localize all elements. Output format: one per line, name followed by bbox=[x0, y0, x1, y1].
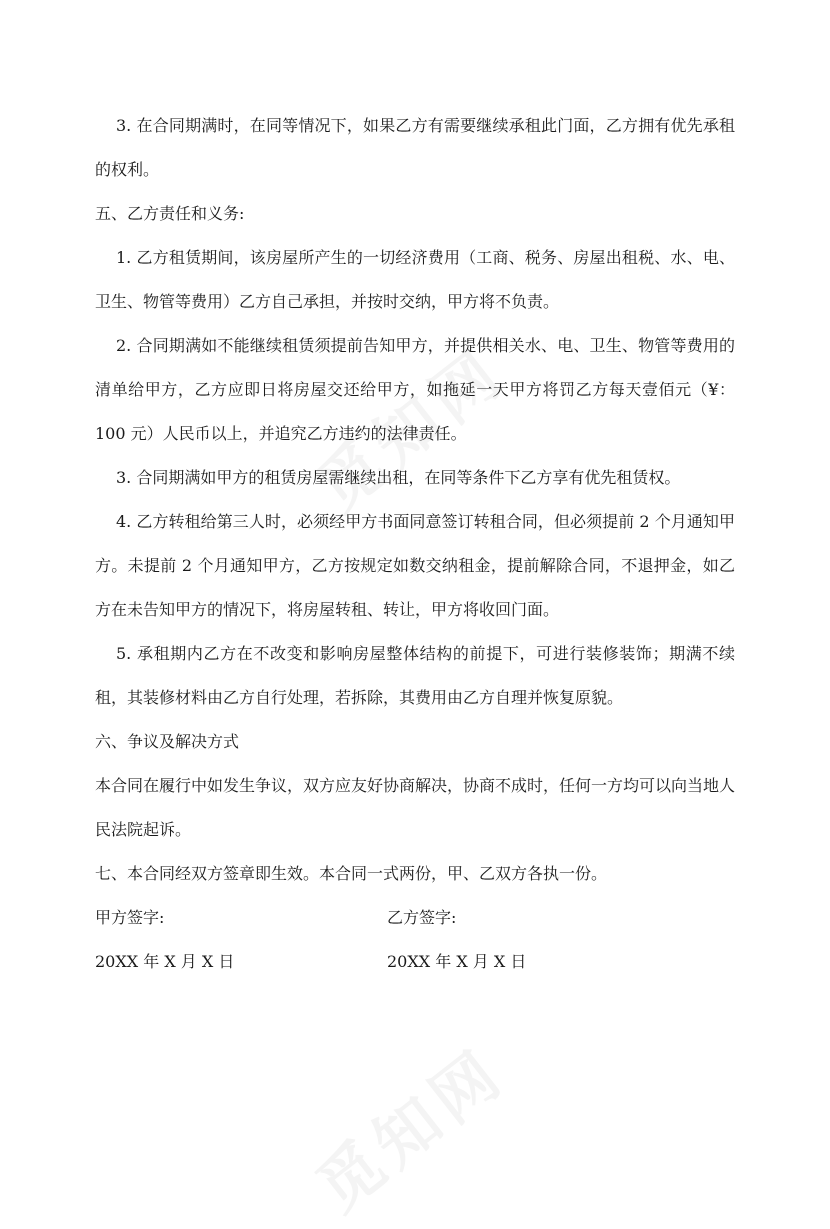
clause-5-1: 1. 乙方租赁期间，该房屋所产生的一切经济费用（工商、税务、房屋出租税、水、电、卫生、物管等费用）乙方自己承担，并按时交纳，甲方将不负责。 bbox=[95, 248, 735, 311]
clause-5-4: 4. 乙方转租给第三人时，必须经甲方书面同意签订转租合同，但必须提前 2 个月通知甲方。未提前 2 个月通知甲方，乙方按规定如数交纳租金，提前解除合同，不退押金，如乙方在未告知甲方的情况下，将房屋转租、转让，甲方将收回门面。 bbox=[95, 512, 735, 619]
party-b-date: 20XX 年 X 月 X 日 bbox=[387, 952, 527, 971]
section-6-body: 本合同在履行中如发生争议，双方应友好协商解决，协商不成时，任何一方均可以向当地人民法院起诉。 bbox=[95, 776, 736, 839]
watermark bbox=[295, 1023, 522, 1228]
signature-row bbox=[95, 896, 735, 940]
section-7-text: 七、本合同经双方签章即生效。本合同一式两份，甲、乙双方各执一份。 bbox=[95, 864, 608, 883]
document-body bbox=[95, 104, 735, 984]
clause-5-2: 2. 合同期满如不能继续租赁须提前告知甲方，并提供相关水、电、卫生、物管等费用的清单给甲方，乙方应即日将房屋交还给甲方，如拖延一天甲方将罚乙方每天壹佰元（¥：100 元）人民币以上，并追究乙方违约的法律责任。 bbox=[95, 336, 735, 443]
party-a-signature-label: 甲方签字: bbox=[95, 908, 165, 927]
clause-4-3: 3. 在合同期满时，在同等情况下，如果乙方有需要继续承租此门面，乙方拥有优先承租的权利。 bbox=[95, 116, 735, 179]
clause-5-5: 5. 承租期内乙方在不改变和影响房屋整体结构的前提下，可进行装修装饰；期满不续租，其装修材料由乙方自行处理，若拆除，其费用由乙方自理并恢复原貌。 bbox=[95, 644, 735, 707]
section-5-heading: 五、乙方责任和义务: bbox=[95, 204, 245, 223]
party-b-signature-label: 乙方签字: bbox=[387, 908, 457, 927]
clause-5-3: 3. 合同期满如甲方的租赁房屋需继续出租，在同等条件下乙方享有优先租赁权。 bbox=[116, 468, 681, 487]
section-6-heading: 六、争议及解决方式 bbox=[95, 732, 240, 751]
party-a-date: 20XX 年 X 月 X 日 bbox=[95, 952, 235, 971]
date-row bbox=[95, 940, 735, 984]
